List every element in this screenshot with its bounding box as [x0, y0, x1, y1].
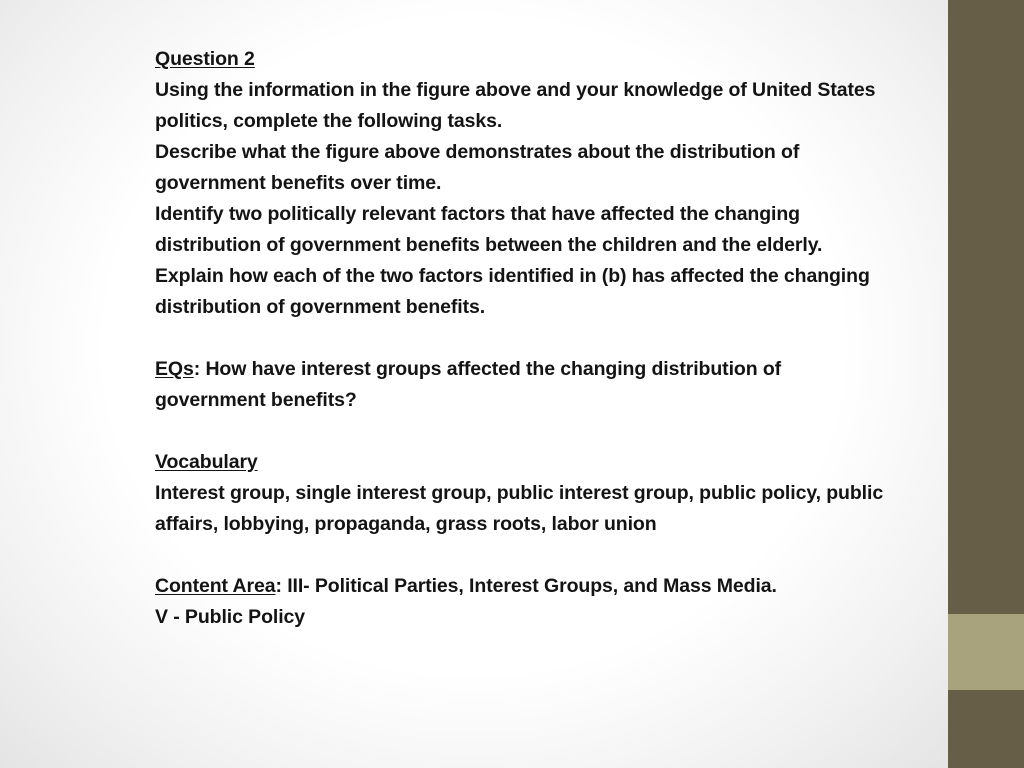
side-bar	[948, 0, 1024, 768]
vocabulary-text: Interest group, single interest group, public interest group, public policy, public affairs, lobbying, propaganda, grass roots, labor union	[155, 482, 884, 535]
question-line-2: Describe what the figure above demonstrates about the distribution of government benefits over time.	[155, 141, 800, 194]
slide-content	[155, 44, 895, 633]
question-line-1: Using the information in the figure above and your knowledge of United States politics, complete the following tasks.	[155, 79, 876, 132]
spacer	[155, 540, 895, 571]
spacer	[155, 416, 895, 447]
content-area-paragraph	[155, 571, 895, 602]
vocabulary-heading: Vocabulary	[155, 451, 258, 473]
content-area-label: Content Area	[155, 575, 276, 597]
question-line-4: Explain how each of the two factors identified in (b) has affected the changing distribution of government benefits.	[155, 265, 870, 318]
content-area-line-2: V - Public Policy	[155, 606, 306, 628]
spacer	[155, 323, 895, 354]
eqs-text: : How have interest groups affected the changing distribution of government benefits?	[155, 358, 782, 411]
eqs-label: EQs	[155, 358, 194, 380]
side-bar-accent	[948, 614, 1024, 690]
question-line-3: Identify two politically relevant factors that have affected the changing distribution of government benefits between the children and the elderly.	[155, 203, 823, 256]
content-area-text: : III- Political Parties, Interest Groups, and Mass Media.	[275, 575, 777, 597]
question-heading: Question 2	[155, 48, 255, 70]
eqs-paragraph	[155, 354, 895, 416]
